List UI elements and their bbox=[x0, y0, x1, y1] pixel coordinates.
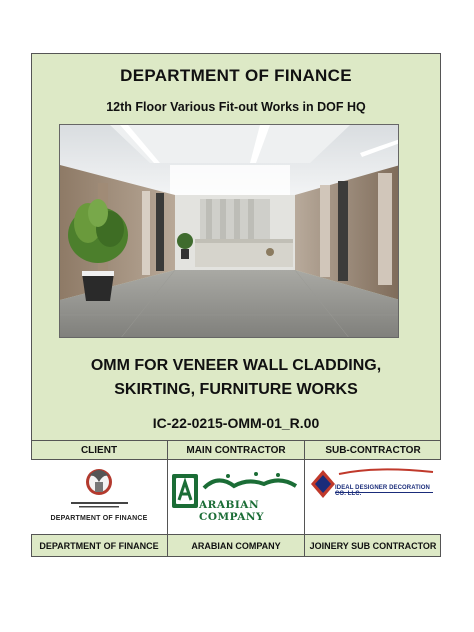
parties-table bbox=[31, 440, 441, 557]
cover-frame bbox=[31, 53, 441, 557]
dof-logo bbox=[31, 460, 167, 534]
project-subtitle: 12th Floor Various Fit-out Works in DOF HQ bbox=[106, 100, 366, 114]
idc-logo-text: IDEAL DESIGNER DECORATION CO. LLC. bbox=[335, 485, 430, 497]
footer-client: DEPARTMENT OF FINANCE bbox=[31, 535, 168, 557]
footer-main-contractor: ARABIAN COMPANY bbox=[168, 535, 305, 557]
main-contractor-logo-cell bbox=[168, 460, 305, 535]
arabian-company-logo bbox=[168, 460, 304, 534]
header-main-contractor: MAIN CONTRACTOR bbox=[168, 441, 305, 460]
falcon-emblem-icon bbox=[31, 460, 168, 535]
header-client: CLIENT bbox=[31, 441, 168, 460]
footer-sub-contractor: JOINERY SUB CONTRACTOR bbox=[309, 541, 437, 551]
idc-logo bbox=[305, 460, 441, 534]
dof-logo-text: DEPARTMENT OF FINANCE bbox=[50, 515, 148, 522]
sub-contractor-logo-cell bbox=[305, 460, 441, 535]
department-title: DEPARTMENT OF FINANCE bbox=[120, 66, 352, 85]
document-code: IC-22-0215-OMM-01_R.00 bbox=[152, 415, 320, 431]
document-title-line1: OMM FOR VENEER WALL CLADDING, bbox=[90, 357, 382, 374]
office-render-image bbox=[59, 124, 399, 338]
document-title-line2: SKIRTING, FURNITURE WORKS bbox=[114, 381, 358, 398]
document-title bbox=[32, 354, 440, 402]
header-sub-contractor: SUB-CONTRACTOR bbox=[305, 441, 441, 460]
arabian-company-emblem-icon bbox=[168, 460, 305, 535]
idc-emblem-icon bbox=[305, 460, 441, 535]
client-logo-cell bbox=[31, 460, 168, 535]
arabian-company-logo-text: ARABIAN COMPANY bbox=[199, 499, 264, 523]
